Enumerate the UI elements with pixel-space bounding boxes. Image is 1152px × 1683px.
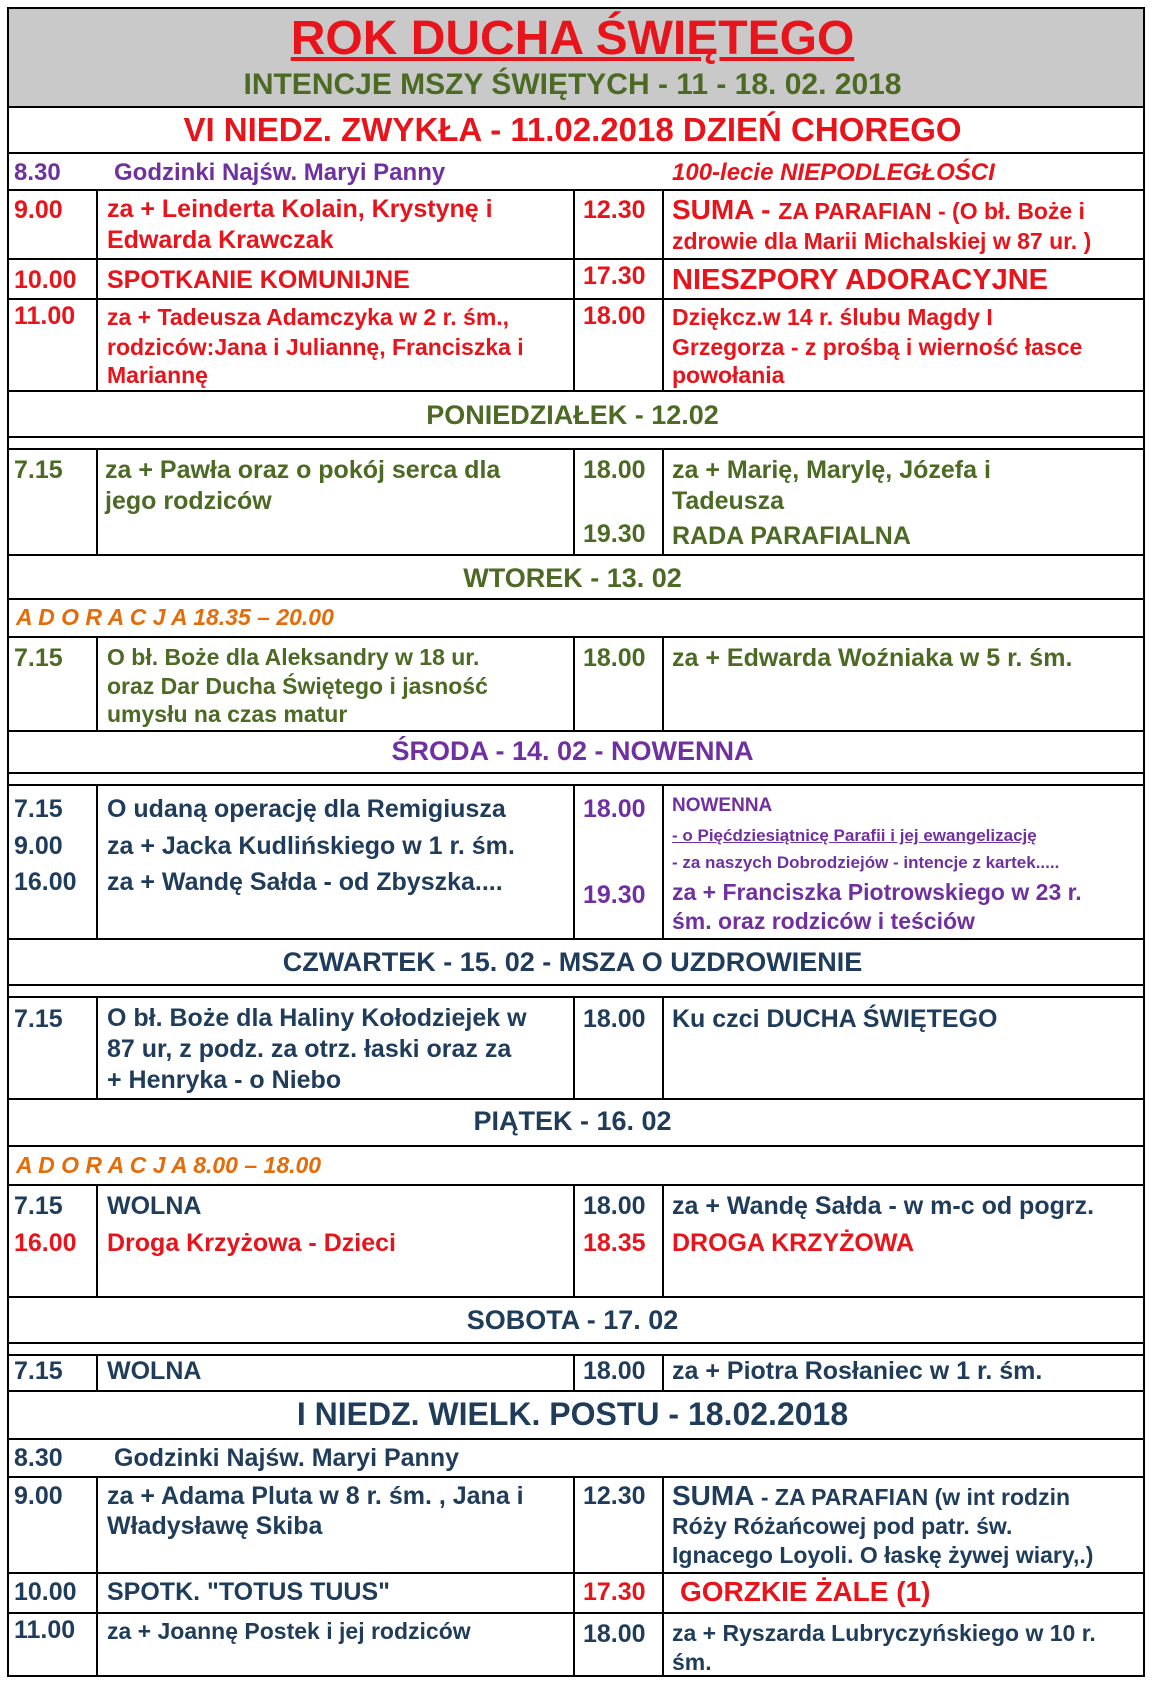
col-line (96, 784, 98, 938)
intention-text: za + Piotra Rosłaniec w 1 r. śm. (672, 1357, 1043, 1385)
time-label: 18.00 (583, 795, 646, 823)
time-label: 18.00 (583, 1357, 646, 1385)
intention-text: za + Tadeusza Adamczyka w 2 r. śm., (107, 304, 510, 330)
intention-text: za + Ryszarda Lubryczyńskiego w 10 r. (672, 1620, 1096, 1646)
divider (7, 730, 1145, 732)
intention-text: za + Marię, Marylę, Józefa i (672, 456, 991, 484)
time-label: 7.15 (14, 644, 63, 672)
divider (7, 784, 1145, 786)
divider (7, 772, 1145, 774)
col-line (662, 189, 664, 390)
col-line (573, 189, 575, 390)
intention-text: śm. (672, 1649, 712, 1675)
intention-text: za + Wandę Sałda - w m-c od pogrz. (672, 1192, 1095, 1220)
divider (7, 1390, 1145, 1392)
intention-text: Ku czci DUCHA ŚWIĘTEGO (672, 1005, 998, 1033)
divider (7, 436, 1145, 438)
time-label: 9.00 (14, 196, 63, 224)
time-label: 11.00 (14, 1616, 76, 1644)
intention-text: Tadeusza (672, 487, 785, 515)
intention-text: O udaną operację dla Remigiusza (107, 795, 506, 823)
intention-text: 87 ur, z podz. za otrz. łaski oraz za (107, 1035, 512, 1063)
time-label: 9.00 (14, 832, 63, 860)
intention-text: - o Pięćdziesiątnicę Parafii i jej ewangelizację (672, 826, 1037, 845)
intention-text: powołania (672, 362, 785, 388)
col-line (96, 1476, 98, 1676)
col-line (662, 996, 664, 1098)
time-label: 7.15 (14, 456, 63, 484)
time-label: 18.35 (583, 1229, 646, 1257)
col-line (662, 1476, 664, 1676)
time-label: 19.30 (583, 881, 646, 909)
col-line (573, 996, 575, 1098)
intention-text: - za naszych Dobrodziejów - intencje z kartek..... (672, 853, 1060, 872)
sunday1-r0-text: Godzinki Najśw. Maryi Panny (114, 159, 446, 186)
sunday1-title: VI NIEDZ. ZWYKŁA - 11.02.2018 DZIEŃ CHOREGO (183, 111, 962, 148)
divider (7, 1145, 1145, 1147)
time-label: 18.00 (583, 1005, 646, 1033)
intention-text: Edwarda Krawczak (107, 226, 334, 254)
intention-text: WOLNA (107, 1357, 202, 1385)
wednesday-title: ŚRODA - 14. 02 - NOWENNA (391, 736, 754, 766)
time-label: 10.00 (14, 266, 77, 294)
time-label: 17.30 (583, 262, 646, 290)
monday-title: PONIEDZIAŁEK - 12.02 (426, 400, 719, 430)
time-label: 18.00 (583, 1192, 646, 1220)
tuesday-adoration: A D O R A C J A 18.35 – 20.00 (16, 604, 334, 630)
intention-text: za + Joannę Postek i jej rodziców (107, 1618, 471, 1644)
time-label: 10.00 (14, 1578, 77, 1606)
divider (7, 1098, 1145, 1100)
intention-text: zdrowie dla Marii Michalskiej w 87 ur. ) (672, 228, 1092, 254)
time-label: 7.15 (14, 795, 63, 823)
intention-text: Róży Różańcowej pod patr. św. (672, 1513, 1013, 1539)
col-line (573, 1476, 575, 1676)
divider (7, 152, 1145, 154)
intention-text: NOWENNA (672, 795, 773, 816)
intention-text: za + Franciszka Piotrowskiego w 23 r. (672, 879, 1082, 905)
intention-text: rodziców:Jana i Juliannę, Franciszka i (107, 334, 524, 360)
friday-adoration: A D O R A C J A 8.00 – 18.00 (16, 1152, 322, 1178)
divider (7, 1354, 1145, 1356)
friday-title: PIĄTEK - 16. 02 (473, 1106, 672, 1136)
intention-text: umysłu na czas matur (107, 701, 348, 727)
sunday2-r0-time: 8.30 (14, 1444, 63, 1472)
intention-text: śm. oraz rodziców i teściów (672, 908, 975, 934)
time-label: 17.30 (583, 1578, 646, 1606)
intention-text: Grzegorza - z prośbą i wierność łasce (672, 334, 1083, 360)
time-label: 7.15 (14, 1005, 63, 1033)
divider (7, 390, 1145, 392)
intention-text: WOLNA (107, 1192, 202, 1220)
page-subtitle: INTENCJE MSZY ŚWIĘTYCH - 11 - 18. 02. 2018 (243, 68, 902, 101)
tuesday-title: WTOREK - 13. 02 (463, 563, 682, 593)
col-line (573, 1354, 575, 1390)
intention-text: Droga Krzyżowa - Dzieci (107, 1229, 396, 1257)
intention-text: Ignacego Loyoli. O łaskę żywej wiary,.) (672, 1542, 1094, 1568)
time-label: 9.00 (14, 1482, 63, 1510)
intention-text: GORZKIE ŻALE (1) (680, 1576, 931, 1607)
frame-top (7, 7, 1145, 9)
divider (7, 1438, 1145, 1440)
intention-text: O bł. Boże dla Aleksandry w 18 ur. (107, 644, 480, 670)
col-line (573, 1184, 575, 1296)
intention-text: ZA PARAFIAN - (O bł. Boże i (778, 198, 1085, 224)
divider (7, 1476, 1145, 1478)
suma-label: SUMA - (672, 194, 779, 225)
col-line (662, 636, 664, 730)
divider (7, 189, 1145, 191)
col-line (573, 636, 575, 730)
intention-text (672, 196, 1085, 224)
divider (7, 1184, 1145, 1186)
time-label: 16.00 (14, 1229, 77, 1257)
sunday1-r0-time: 8.30 (14, 159, 61, 186)
thursday-title: CZWARTEK - 15. 02 - MSZA O UZDROWIENIE (282, 947, 863, 977)
frame-bottom (7, 1675, 1145, 1677)
divider (7, 938, 1145, 940)
divider (7, 298, 1145, 300)
divider (7, 1612, 1145, 1614)
col-line (573, 784, 575, 938)
sunday1-r0-note: 100-lecie NIEPODLEGŁOŚCI (672, 159, 995, 186)
divider (7, 996, 1145, 998)
col-line (573, 448, 575, 554)
intention-text: za + Adama Pluta w 8 r. śm. , Jana i (107, 1482, 524, 1510)
intention-text: oraz Dar Ducha Świętego i jasność (107, 673, 488, 699)
intention-text: DROGA KRZYŻOWA (672, 1229, 915, 1257)
time-label: 12.30 (583, 1482, 646, 1510)
time-label: 16.00 (14, 868, 77, 896)
saturday-title: SOBOTA - 17. 02 (466, 1305, 679, 1335)
divider (7, 106, 1145, 108)
intention-text: Dziękcz.w 14 r. ślubu Magdy I (672, 304, 993, 330)
intention-text (672, 1482, 1070, 1510)
divider (7, 984, 1145, 986)
intention-text: SPOTKANIE KOMUNIJNE (107, 266, 410, 294)
divider (7, 636, 1145, 638)
col-line (96, 1354, 98, 1390)
intention-text: NIESZPORY ADORACYJNE (672, 264, 1048, 296)
intention-text: za + Wandę Sałda - od Zbyszka.... (107, 868, 503, 896)
time-label: 18.00 (583, 644, 646, 672)
col-line (96, 189, 98, 390)
col-line (662, 784, 664, 938)
intention-text: za + Leinderta Kolain, Krystynę i (107, 195, 493, 223)
intention-text: O bł. Boże dla Haliny Kołodziejek w (107, 1004, 527, 1032)
divider (7, 1572, 1145, 1574)
col-line (96, 636, 98, 730)
intention-text: za + Jacka Kudlińskiego w 1 r. śm. (107, 832, 515, 860)
divider (7, 598, 1145, 600)
divider (7, 258, 1145, 260)
intention-text: RADA PARAFIALNA (672, 522, 911, 550)
divider (7, 1342, 1145, 1344)
divider (7, 554, 1145, 556)
intention-text: Mariannę (107, 362, 208, 388)
time-label: 19.30 (583, 520, 646, 548)
col-line (662, 1184, 664, 1296)
time-label: 7.15 (14, 1357, 63, 1385)
time-label: 12.30 (583, 196, 646, 224)
time-label: 7.15 (14, 1192, 63, 1220)
time-label: 11.00 (14, 302, 76, 330)
divider (7, 448, 1145, 450)
divider (7, 1296, 1145, 1298)
sunday2-r0-text: Godzinki Najśw. Maryi Panny (114, 1444, 459, 1472)
intention-text: za + Edwarda Woźniaka w 5 r. śm. (672, 644, 1073, 672)
intention-text: Władysławę Skiba (107, 1512, 323, 1540)
page-title: ROK DUCHA ŚWIĘTEGO (290, 12, 855, 65)
col-line (96, 448, 98, 554)
col-line (96, 996, 98, 1098)
intention-text: - ZA PARAFIAN (w int rodzin (754, 1484, 1071, 1510)
time-label: 18.00 (583, 456, 646, 484)
intention-text: + Henryka - o Niebo (107, 1066, 342, 1094)
col-line (96, 1184, 98, 1296)
intention-text: jego rodziców (105, 487, 272, 515)
intention-text: za + Pawła oraz o pokój serca dla (105, 456, 501, 484)
intention-text: SPOTK. "TOTUS TUUS" (107, 1578, 390, 1606)
time-label: 18.00 (583, 302, 646, 330)
time-label: 18.00 (583, 1620, 646, 1648)
col-line (662, 1354, 664, 1390)
sunday2-title: I NIEDZ. WIELK. POSTU - 18.02.2018 (296, 1396, 849, 1432)
suma-label: SUMA (672, 1480, 755, 1511)
col-line (662, 448, 664, 554)
